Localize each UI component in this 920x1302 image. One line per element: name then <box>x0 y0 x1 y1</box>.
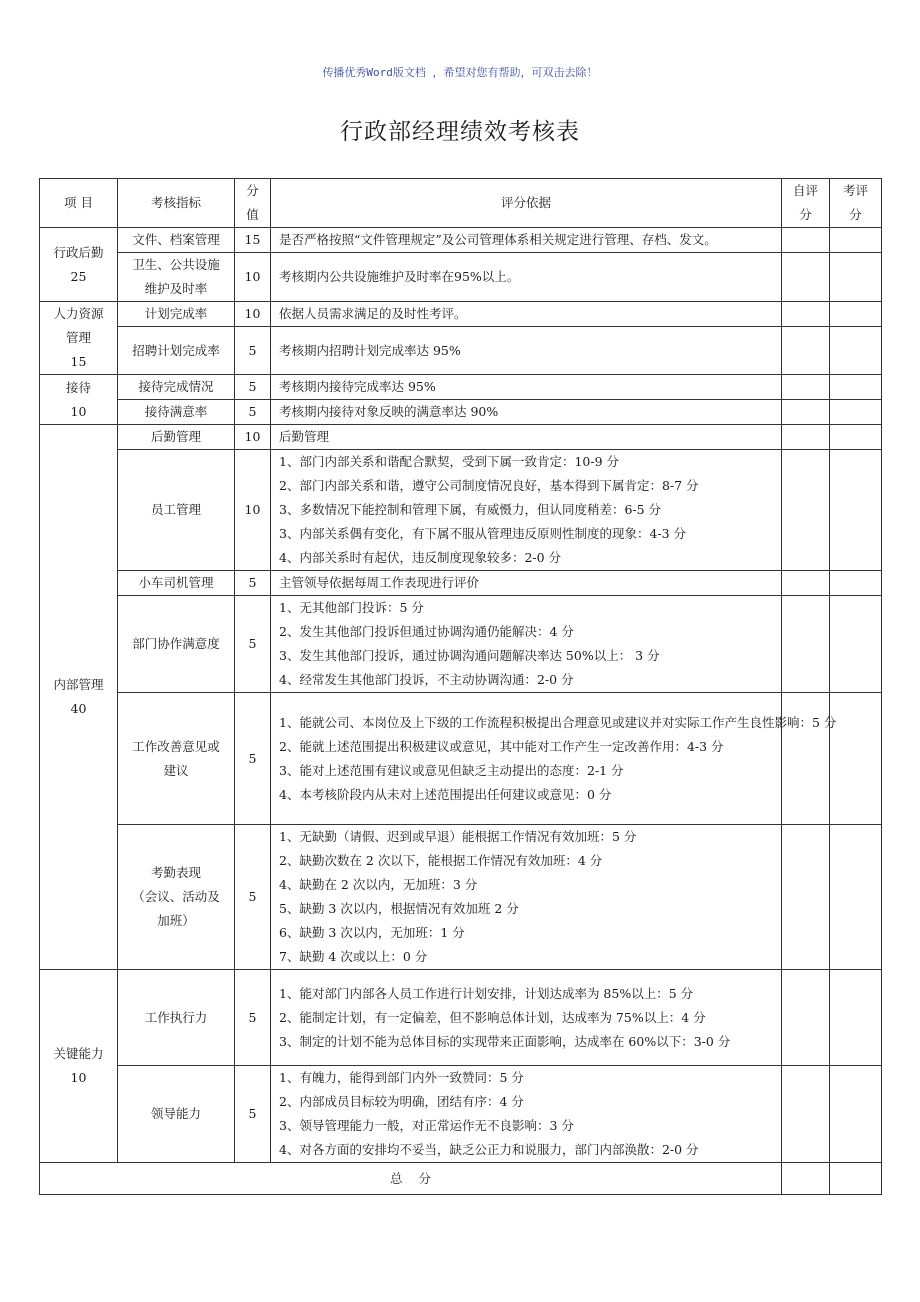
header-project: 项 目 <box>40 179 118 228</box>
total-review-score-cell[interactable] <box>830 1163 882 1195</box>
indicator-cell: 领导能力 <box>118 1066 235 1163</box>
review-score-input-cell[interactable] <box>830 375 882 400</box>
basis-cell <box>271 375 782 400</box>
basis-line: 2、部门内部关系和谐，遵守公司制度情况良好，基本得到下属肯定：8-7 分 <box>279 478 699 493</box>
indicator-cell: 招聘计划完成率 <box>118 327 235 375</box>
basis-line: 2、发生其他部门投诉但通过协调沟通仍能解决：4 分 <box>279 624 574 639</box>
self-score-input-cell[interactable] <box>782 1066 830 1163</box>
score-cell: 5 <box>235 693 271 825</box>
indicator-cell: 部门协作满意度 <box>118 596 235 693</box>
basis-line: 4、经常发生其他部门投诉，不主动协调沟通：2-0 分 <box>279 672 574 687</box>
indicator-cell: 接待完成情况 <box>118 375 235 400</box>
indicator-cell: 卫生、公共设施 维护及时率 <box>118 253 235 302</box>
score-cell: 5 <box>235 327 271 375</box>
indicator-cell: 计划完成率 <box>118 302 235 327</box>
review-score-input-cell[interactable] <box>830 825 882 970</box>
basis-cell <box>271 693 837 825</box>
self-score-input-cell[interactable] <box>782 253 830 302</box>
basis-cell <box>271 253 782 302</box>
indicator-cell: 工作改善意见或 建议 <box>118 693 235 825</box>
basis-line: 考核期内接待对象反映的满意率达 90% <box>279 404 499 419</box>
table-row <box>40 375 882 400</box>
table-row <box>40 571 882 596</box>
basis-cell <box>271 302 782 327</box>
table-row <box>40 825 882 970</box>
self-score-input-cell[interactable] <box>782 596 830 693</box>
total-label: 总 分 <box>40 1163 782 1195</box>
basis-cell <box>271 228 782 253</box>
basis-line: 后勤管理 <box>279 429 330 444</box>
basis-cell <box>271 400 782 425</box>
basis-cell <box>271 425 782 450</box>
table-row <box>40 327 882 375</box>
review-score-input-cell[interactable] <box>830 327 882 375</box>
indicator-cell: 小车司机管理 <box>118 571 235 596</box>
indicator-cell: 员工管理 <box>118 450 235 571</box>
review-score-input-cell[interactable] <box>830 400 882 425</box>
table-row <box>40 253 882 302</box>
total-row <box>40 1163 882 1195</box>
basis-line: 主管领导依据每周工作表现进行评价 <box>279 575 480 590</box>
self-score-input-cell[interactable] <box>782 425 830 450</box>
review-score-input-cell[interactable] <box>830 571 882 596</box>
basis-line: 3、领导管理能力一般，对正常运作无不良影响：3 分 <box>279 1118 574 1133</box>
project-cell: 关键能力 10 <box>40 970 118 1163</box>
review-score-input-cell[interactable] <box>830 1066 882 1163</box>
indicator-cell: 工作执行力 <box>118 970 235 1066</box>
self-score-input-cell[interactable] <box>782 970 830 1066</box>
basis-line: 1、无其他部门投诉：5 分 <box>279 600 424 615</box>
project-cell: 内部管理 40 <box>40 425 118 970</box>
basis-line: 1、无缺勤（请假、迟到或早退）能根据工作情况有效加班：5 分 <box>279 829 637 844</box>
basis-line: 是否严格按照“文件管理规定”及公司管理体系相关规定进行管理、存档、发文。 <box>279 232 717 247</box>
self-score-input-cell[interactable] <box>782 302 830 327</box>
score-cell: 5 <box>235 825 271 970</box>
score-cell: 5 <box>235 400 271 425</box>
score-cell: 15 <box>235 228 271 253</box>
basis-line: 6、缺勤 3 次以内，无加班：1 分 <box>279 925 465 940</box>
table-header-row <box>40 179 882 228</box>
basis-line: 2、能制定计划，有一定偏差，但不影响总体计划，达成率为 75%以上：4 分 <box>279 1009 706 1025</box>
review-score-input-cell[interactable] <box>830 596 882 693</box>
score-cell: 10 <box>235 253 271 302</box>
score-cell: 5 <box>235 571 271 596</box>
basis-line: 2、能就上述范围提出积极建议或意见，其中能对工作产生一定改善作用：4-3 分 <box>279 738 724 754</box>
basis-line: 4、内部关系时有起伏，违反制度现象较多：2-0 分 <box>279 550 562 565</box>
table-row <box>40 450 882 571</box>
basis-line: 3、内部关系偶有变化，有下属不服从管理违反原则性制度的现象：4-3 分 <box>279 526 687 541</box>
basis-line: 1、有魄力，能得到部门内外一致赞同：5 分 <box>279 1070 524 1085</box>
basis-cell <box>271 1066 782 1163</box>
basis-cell <box>271 450 782 571</box>
header-score: 分 值 <box>235 179 271 228</box>
basis-line: 7、缺勤 4 次或以上：0 分 <box>279 949 428 964</box>
indicator-cell: 后勤管理 <box>118 425 235 450</box>
header-self-score: 自评 分 <box>782 179 830 228</box>
table-row <box>40 302 882 327</box>
score-cell: 10 <box>235 302 271 327</box>
total-self-score-cell[interactable] <box>782 1163 830 1195</box>
page-title: 行政部经理绩效考核表 <box>340 119 580 145</box>
review-score-input-cell[interactable] <box>830 425 882 450</box>
table-row <box>40 596 882 693</box>
self-score-input-cell[interactable] <box>782 375 830 400</box>
project-cell: 接待 10 <box>40 375 118 425</box>
header-basis: 评分依据 <box>271 179 782 228</box>
basis-line: 考核期内招聘计划完成率达 95% <box>279 342 461 358</box>
review-score-input-cell[interactable] <box>830 302 882 327</box>
indicator-cell: 接待满意率 <box>118 400 235 425</box>
indicator-cell: 文件、档案管理 <box>118 228 235 253</box>
header-review-score: 考评 分 <box>830 179 882 228</box>
self-score-input-cell[interactable] <box>782 693 830 825</box>
review-score-input-cell[interactable] <box>830 228 882 253</box>
basis-line: 3、发生其他部门投诉，通过协调沟通问题解决率达 50%以上： 3 分 <box>279 648 660 663</box>
self-score-input-cell[interactable] <box>782 450 830 571</box>
basis-line: 4、本考核阶段内从未对上述范围提出任何建议或意见：0 分 <box>279 786 612 802</box>
basis-line: 1、能就公司、本岗位及上下级的工作流程积极提出合理意见或建议并对实际工作产生良性影响：5 分 <box>279 714 837 730</box>
basis-line: 3、多数情况下能控制和管理下属，有威慑力，但认同度稍差：6-5 分 <box>279 502 662 517</box>
basis-line: 2、内部成员目标较为明确，团结有序：4 分 <box>279 1094 524 1109</box>
basis-line: 3、能对上述范围有建议或意见但缺乏主动提出的态度：2-1 分 <box>279 762 624 778</box>
score-cell: 5 <box>235 375 271 400</box>
table-row <box>40 228 882 253</box>
score-cell: 5 <box>235 1066 271 1163</box>
self-score-input-cell[interactable] <box>782 571 830 596</box>
score-cell: 10 <box>235 450 271 571</box>
basis-line: 3、制定的计划不能为总体目标的实现带来正面影响，达成率在 60%以下：3-0 分 <box>279 1033 731 1049</box>
basis-line: 考核期内公共设施维护及时率在95%以上。 <box>279 269 520 284</box>
review-score-input-cell[interactable] <box>830 970 882 1066</box>
review-score-input-cell[interactable] <box>830 693 882 825</box>
basis-line: 1、部门内部关系和谐配合默契，受到下属一致肯定：10-9 分 <box>279 454 620 469</box>
basis-cell <box>271 327 782 375</box>
table-row <box>40 970 882 1066</box>
basis-cell <box>271 825 782 970</box>
header-note: 传播优秀Word版文档 ，希望对您有帮助，可双击去除！ <box>322 66 598 79</box>
basis-line: 考核期内接待完成率达 95% <box>279 379 436 394</box>
basis-cell <box>271 571 782 596</box>
basis-cell <box>271 596 782 693</box>
basis-line: 4、缺勤在 2 次以内，无加班：3 分 <box>279 877 478 892</box>
indicator-cell: 考勤表现 （会议、活动及 加班） <box>118 825 235 970</box>
review-score-input-cell[interactable] <box>830 253 882 302</box>
table-row <box>40 693 882 825</box>
self-score-input-cell[interactable] <box>782 825 830 970</box>
basis-line: 2、缺勤次数在 2 次以下，能根据工作情况有效加班：4 分 <box>279 853 603 868</box>
basis-line: 1、能对部门内部各人员工作进行计划安排，计划达成率为 85%以上：5 分 <box>279 985 694 1001</box>
score-cell: 5 <box>235 596 271 693</box>
basis-cell <box>271 970 782 1066</box>
project-cell: 行政后勤 25 <box>40 228 118 302</box>
table-row <box>40 425 882 450</box>
review-score-input-cell[interactable] <box>830 450 882 571</box>
header-indicator: 考核指标 <box>118 179 235 228</box>
self-score-input-cell[interactable] <box>782 327 830 375</box>
basis-line: 4、对各方面的安排均不妥当，缺乏公正力和说服力，部门内部涣散：2-0 分 <box>279 1142 699 1157</box>
self-score-input-cell[interactable] <box>782 228 830 253</box>
project-cell: 人力资源 管理 15 <box>40 302 118 375</box>
basis-line: 5、缺勤 3 次以内，根据情况有效加班 2 分 <box>279 901 519 916</box>
self-score-input-cell[interactable] <box>782 400 830 425</box>
score-cell: 5 <box>235 970 271 1066</box>
table-row <box>40 400 882 425</box>
evaluation-table <box>39 178 882 1195</box>
basis-line: 依据人员需求满足的及时性考评。 <box>279 306 467 321</box>
score-cell: 10 <box>235 425 271 450</box>
table-row <box>40 1066 882 1163</box>
